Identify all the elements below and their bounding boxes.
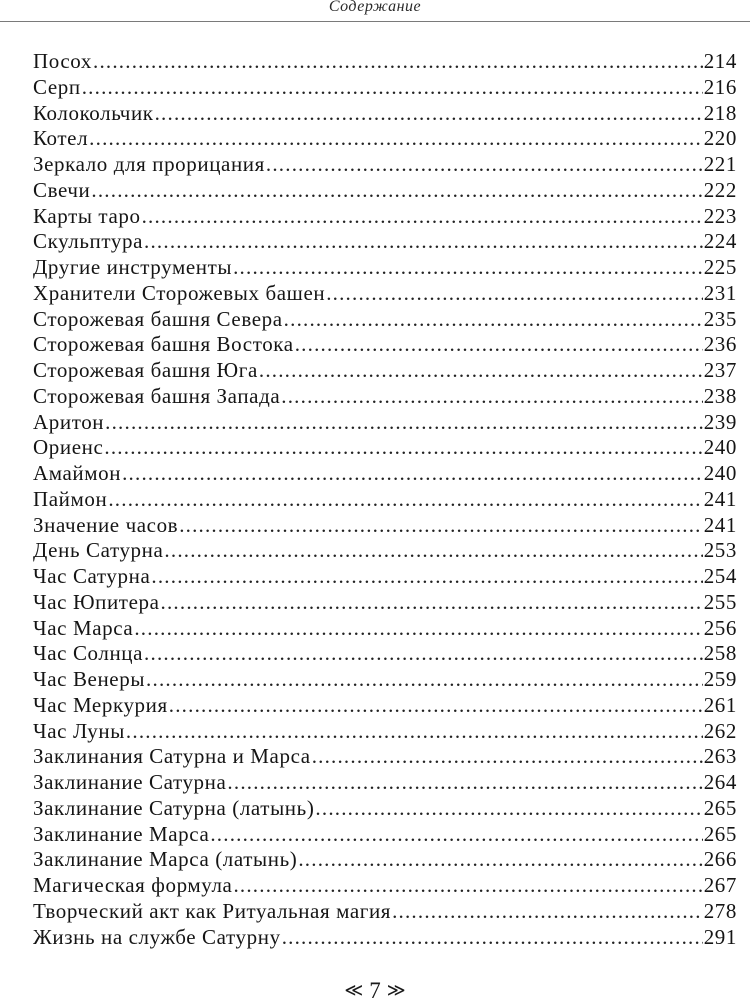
toc-entry-page: 235 xyxy=(703,306,737,331)
running-title: Содержание xyxy=(328,0,422,15)
toc-entry-page: 231 xyxy=(703,280,737,305)
dot-leader xyxy=(295,332,703,358)
toc-entry[interactable] xyxy=(33,49,737,75)
toc-entry-page: 236 xyxy=(703,332,737,357)
toc-entry[interactable] xyxy=(33,461,737,487)
toc-entry-title: Посох xyxy=(33,49,92,73)
toc-entry-page: 265 xyxy=(703,821,737,846)
dot-leader xyxy=(233,255,703,281)
right-ornament-icon: ≫ xyxy=(386,980,406,1000)
toc-entry[interactable] xyxy=(33,75,737,101)
dot-leader xyxy=(82,75,703,101)
toc-entry-page: 241 xyxy=(703,486,737,511)
dot-leader xyxy=(89,126,703,152)
toc-entry[interactable] xyxy=(33,667,737,693)
toc-entry-page: 253 xyxy=(703,538,737,563)
toc-entry-title: Заклинания Сатурна и Марса xyxy=(33,744,311,769)
dot-leader xyxy=(144,641,703,667)
dot-leader xyxy=(266,152,703,178)
toc-entry-page: 255 xyxy=(703,589,737,614)
toc-entry[interactable] xyxy=(33,332,737,358)
toc-entry-title: Сторожевая башня Севера xyxy=(33,306,283,331)
dot-leader xyxy=(108,487,702,513)
dot-leader xyxy=(161,590,703,616)
toc-entry-title: Час Сатурна xyxy=(33,564,151,588)
toc-entry[interactable] xyxy=(33,384,737,410)
toc-entry-title: Аритон xyxy=(33,409,105,434)
toc-entry-page: 240 xyxy=(703,435,737,460)
dot-leader xyxy=(155,101,703,127)
toc-entry-page: 223 xyxy=(703,203,737,228)
toc-entry[interactable] xyxy=(33,564,737,590)
toc-entry-page: 224 xyxy=(703,229,737,254)
toc-entry[interactable] xyxy=(33,590,737,616)
toc-entry-page: 214 xyxy=(703,49,737,73)
dot-leader xyxy=(326,281,702,307)
page-number: 7 xyxy=(369,978,381,1003)
toc-entry-page: 216 xyxy=(703,74,737,99)
toc-entry-title: День Сатурна xyxy=(33,538,164,563)
toc-entry-page: 238 xyxy=(703,383,737,408)
dot-leader xyxy=(164,538,702,564)
dot-leader xyxy=(105,410,703,436)
dot-leader xyxy=(281,384,702,410)
dot-leader xyxy=(104,435,702,461)
dot-leader xyxy=(315,796,702,822)
dot-leader xyxy=(126,719,703,745)
dot-leader xyxy=(91,178,702,204)
toc-entry-title: Час Юпитера xyxy=(33,589,160,614)
toc-entry[interactable] xyxy=(33,435,737,461)
toc-entry-title: Серп xyxy=(33,74,81,99)
toc-entry-page: 291 xyxy=(703,924,737,949)
toc-entry[interactable] xyxy=(33,538,737,564)
toc-entry-title: Котел xyxy=(33,126,89,151)
toc-entry[interactable] xyxy=(33,616,737,642)
toc-entry[interactable] xyxy=(33,847,737,873)
toc-entry-title: Сторожевая башня Востока xyxy=(33,332,294,357)
toc-entry-title: Карты таро xyxy=(33,203,141,228)
toc-entry-page: 241 xyxy=(703,512,737,537)
toc-entry[interactable] xyxy=(33,641,737,667)
toc-entry-page: 266 xyxy=(703,847,737,872)
toc-entry-page: 259 xyxy=(703,667,737,691)
toc-entry[interactable] xyxy=(33,410,737,436)
dot-leader xyxy=(284,307,703,333)
toc-entry-title: Час Венеры xyxy=(33,667,146,691)
toc-entry-title: Амаймон xyxy=(33,461,122,485)
toc-entry[interactable] xyxy=(33,693,737,719)
toc-entry[interactable] xyxy=(33,925,737,951)
dot-leader xyxy=(151,564,702,590)
toc-entry-title: Ориенс xyxy=(33,435,104,460)
dot-leader xyxy=(227,770,702,796)
toc-entry-title: Сторожевая башня Юга xyxy=(33,358,258,382)
toc-entry-page: 221 xyxy=(703,152,737,176)
table-of-contents xyxy=(33,49,737,950)
toc-entry-title: Свечи xyxy=(33,177,91,202)
toc-entry-title: Зеркало для прорицания xyxy=(33,152,265,176)
toc-entry-page: 237 xyxy=(703,358,737,382)
dot-leader xyxy=(93,49,703,75)
toc-entry[interactable] xyxy=(33,719,737,745)
toc-entry[interactable] xyxy=(33,126,737,152)
toc-entry-page: 267 xyxy=(703,873,737,897)
toc-entry-title: Паймон xyxy=(33,486,108,511)
page-footer xyxy=(0,977,750,1006)
toc-entry-page: 265 xyxy=(703,795,737,820)
toc-entry-title: Заклинание Сатурна (латынь) xyxy=(33,795,315,820)
toc-entry-title: Колокольчик xyxy=(33,100,154,125)
toc-entry[interactable] xyxy=(33,899,737,925)
dot-leader xyxy=(144,229,703,255)
toc-entry-page: 263 xyxy=(703,744,737,769)
toc-entry-title: Скульптура xyxy=(33,229,144,254)
toc-entry[interactable] xyxy=(33,358,737,384)
toc-entry-title: Творческий акт как Ритуальная магия xyxy=(33,898,392,923)
toc-entry-title: Значение часов xyxy=(33,512,179,537)
dot-leader xyxy=(142,204,703,230)
toc-entry[interactable] xyxy=(33,487,737,513)
toc-entry-title: Жизнь на службе Сатурну xyxy=(33,924,281,949)
toc-entry-title: Час Солнца xyxy=(33,641,144,666)
toc-entry-page: 264 xyxy=(703,770,737,794)
toc-entry[interactable] xyxy=(33,513,737,539)
toc-entry-page: 239 xyxy=(703,409,737,434)
toc-entry[interactable] xyxy=(33,796,737,822)
toc-entry-page: 220 xyxy=(703,126,737,151)
toc-entry-page: 278 xyxy=(703,898,737,923)
left-ornament-icon: ≪ xyxy=(344,980,364,1000)
toc-entry[interactable] xyxy=(33,204,737,230)
toc-entry-page: 256 xyxy=(703,615,737,640)
running-header xyxy=(0,0,750,22)
dot-leader xyxy=(392,899,703,925)
toc-entry[interactable] xyxy=(33,152,737,178)
dot-leader xyxy=(282,925,703,951)
toc-entry[interactable] xyxy=(33,178,737,204)
dot-leader xyxy=(312,744,703,770)
toc-entry[interactable] xyxy=(33,770,737,796)
toc-entry[interactable] xyxy=(33,744,737,770)
toc-entry[interactable] xyxy=(33,873,737,899)
toc-entry-title: Сторожевая башня Запада xyxy=(33,383,281,408)
toc-entry[interactable] xyxy=(33,255,737,281)
dot-leader xyxy=(233,873,702,899)
toc-entry[interactable] xyxy=(33,229,737,255)
toc-entry-page: 218 xyxy=(703,100,737,125)
toc-entry-title: Час Марса xyxy=(33,615,134,640)
dot-leader xyxy=(179,513,703,539)
dot-leader xyxy=(134,616,702,642)
toc-entry-title: Хранители Сторожевых башен xyxy=(33,280,326,305)
dot-leader xyxy=(210,822,702,848)
dot-leader xyxy=(259,358,703,384)
dot-leader xyxy=(169,693,703,719)
dot-leader xyxy=(146,667,703,693)
toc-entry[interactable] xyxy=(33,822,737,848)
toc-entry-page: 261 xyxy=(703,692,737,717)
toc-entry[interactable] xyxy=(33,281,737,307)
toc-entry[interactable] xyxy=(33,307,737,333)
toc-entry-page: 262 xyxy=(703,718,737,743)
dot-leader xyxy=(298,847,702,873)
toc-entry-title: Час Луны xyxy=(33,718,125,743)
toc-entry-title: Час Меркурия xyxy=(33,692,168,717)
toc-entry-title: Заклинание Марса (латынь) xyxy=(33,847,298,872)
toc-entry-title: Магическая формула xyxy=(33,873,233,897)
toc-entry-title: Другие инструменты xyxy=(33,255,233,279)
toc-entry-page: 254 xyxy=(703,564,737,588)
dot-leader xyxy=(122,461,703,487)
toc-entry-page: 222 xyxy=(703,177,737,202)
toc-entry-page: 240 xyxy=(703,461,737,485)
toc-entry[interactable] xyxy=(33,101,737,127)
toc-entry-title: Заклинание Марса xyxy=(33,821,210,846)
toc-entry-page: 258 xyxy=(703,641,737,666)
toc-entry-title: Заклинание Сатурна xyxy=(33,770,227,794)
toc-entry-page: 225 xyxy=(703,255,737,279)
